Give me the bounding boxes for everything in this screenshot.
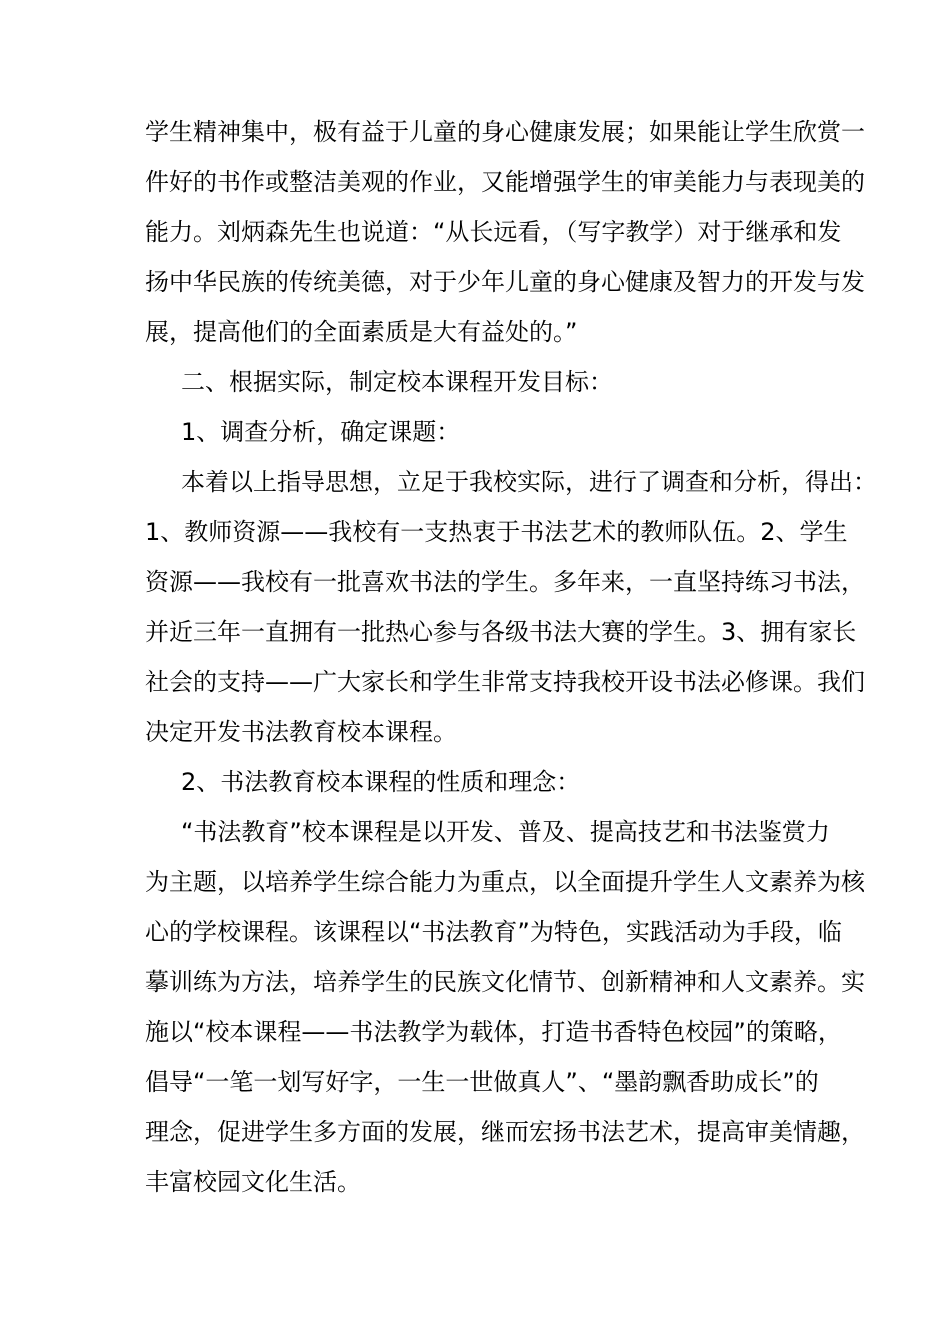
text-line: 学生精神集中，极有益于儿童的身心健康发展；如果能让学生欣赏一 [145, 118, 865, 146]
text-line: 摹训练为方法，培养学生的民族文化情节、创新精神和人文素养。实 [145, 968, 865, 996]
text-line: 倡导“一笔一划写好字，一生一世做真人”、“墨韵飘香助成长”的 [145, 1068, 819, 1096]
text-line: 本着以上指导思想，立足于我校实际，进行了调查和分析，得出： [181, 468, 877, 496]
text-line: 为主题，以培养学生综合能力为重点，以全面提升学生人文素养为核 [145, 868, 865, 896]
subsection-heading: 1、调查分析，确定课题： [181, 418, 461, 446]
text-line: 1、教师资源——我校有一支热衷于书法艺术的教师队伍。2、学生 [145, 518, 848, 546]
text-line: 扬中华民族的传统美德，对于少年儿童的身心健康及智力的开发与发 [145, 268, 865, 296]
section-heading: 二、根据实际，制定校本课程开发目标： [181, 368, 613, 396]
text-line: “书法教育”校本课程是以开发、普及、提高技艺和书法鉴赏力 [181, 818, 830, 846]
text-line: 能力。刘炳森先生也说道：“从长远看，（写字教学）对于继承和发 [145, 218, 842, 246]
text-line: 丰富校园文化生活。 [145, 1168, 361, 1196]
subsection-heading: 2、书法教育校本课程的性质和理念： [181, 768, 581, 796]
text-line: 件好的书作或整洁美观的作业，又能增强学生的审美能力与表现美的 [145, 168, 865, 196]
text-line: 决定开发书法教育校本课程。 [145, 718, 457, 746]
text-line: 理念，促进学生多方面的发展，继而宏扬书法艺术，提高审美情趣， [145, 1118, 865, 1146]
text-line: 社会的支持——广大家长和学生非常支持我校开设书法必修课。我们 [145, 668, 865, 696]
text-line: 并近三年一直拥有一批热心参与各级书法大赛的学生。3、拥有家长 [145, 618, 857, 646]
text-line: 资源——我校有一批喜欢书法的学生。多年来，一直坚持练习书法， [145, 568, 865, 596]
text-line: 展，提高他们的全面素质是大有益处的。” [145, 318, 578, 346]
text-line: 施以“校本课程——书法教学为载体，打造书香特色校园”的策略， [145, 1018, 842, 1046]
text-line: 心的学校课程。该课程以“书法教育”为特色，实践活动为手段，临 [145, 918, 842, 946]
